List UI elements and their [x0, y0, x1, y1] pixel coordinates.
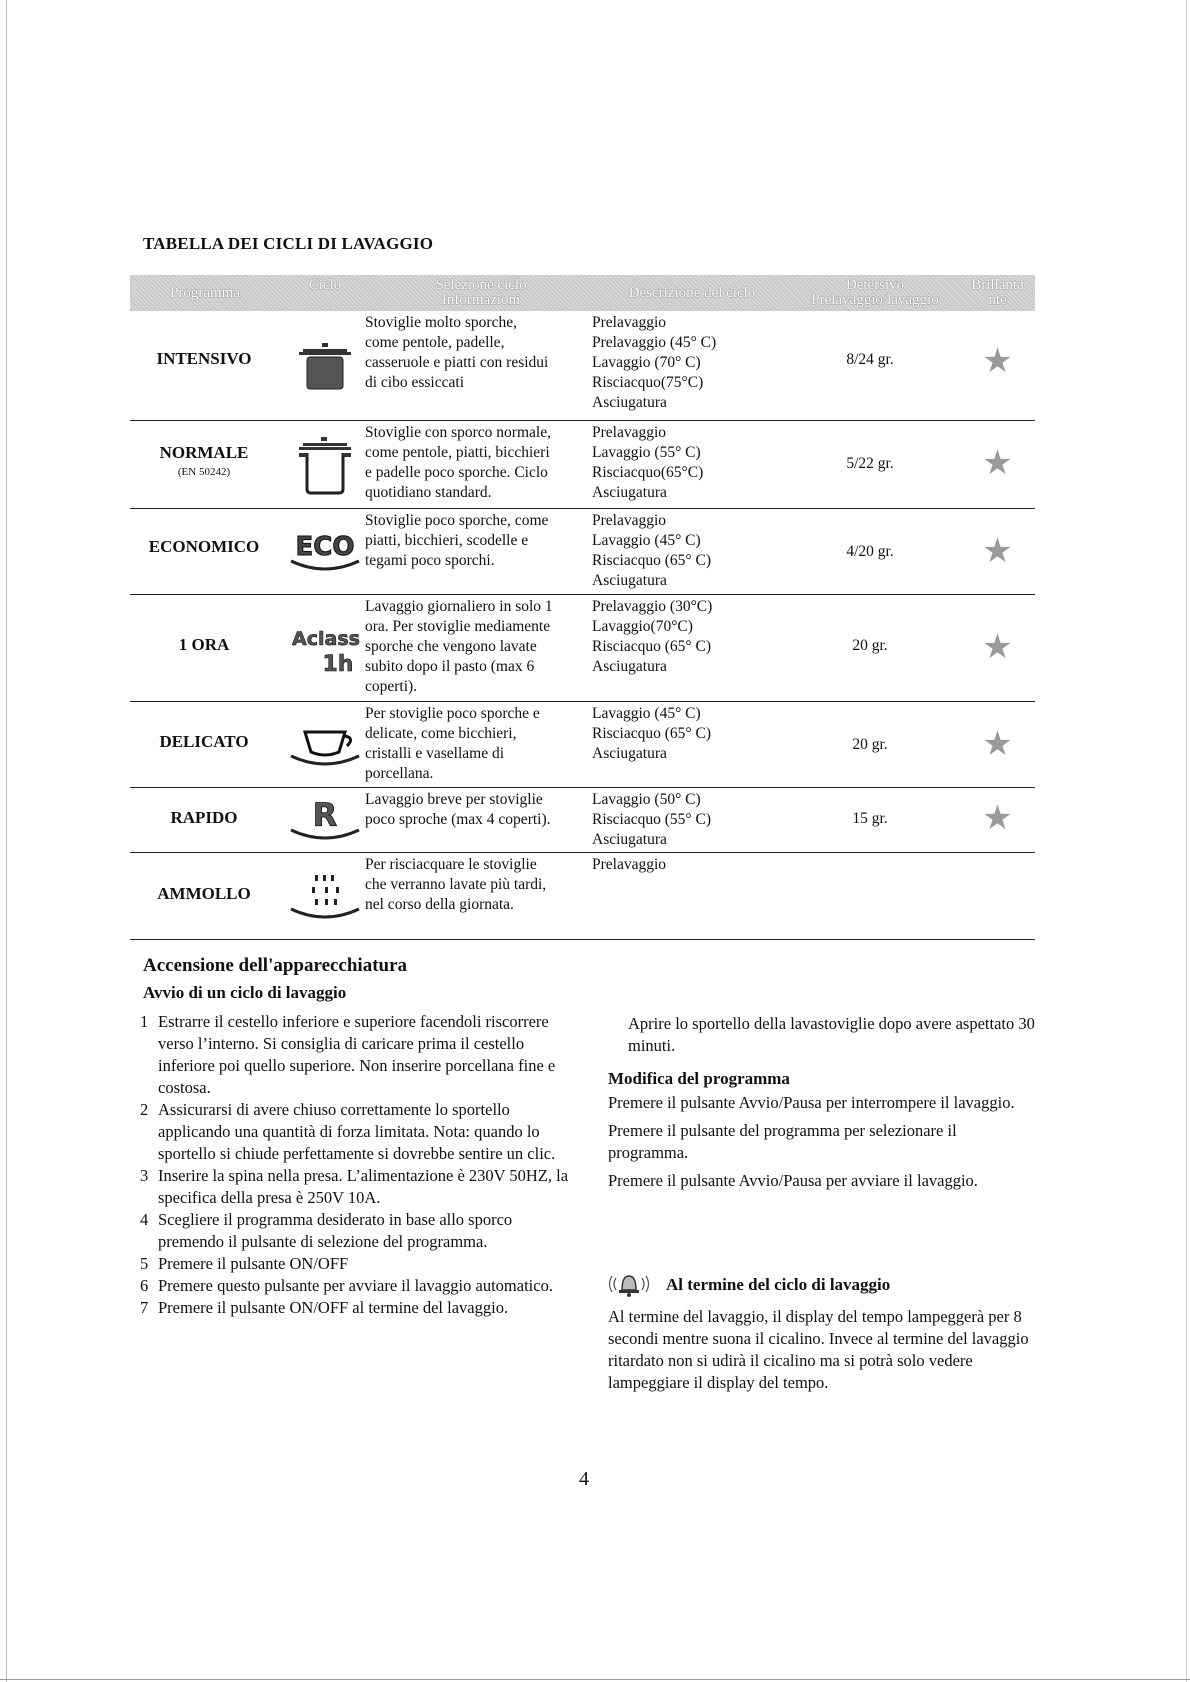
- wash-cycle-table: [130, 275, 1035, 940]
- description-line: Prelavaggio (30°C): [592, 598, 713, 615]
- description-line: Prelavaggio (45° C): [592, 334, 717, 351]
- star-icon: ★: [982, 445, 1013, 482]
- detergent-amount: 20 gr.: [852, 637, 888, 654]
- list-item: [140, 1275, 580, 1297]
- header-detersivo-line1: Detersivo: [845, 277, 905, 293]
- detergent-amount: 8/24 gr.: [846, 351, 894, 368]
- selection-line: piatti, bicchieri, scodelle e: [365, 532, 529, 549]
- cycle-description: [592, 597, 782, 677]
- cycle-selection: [365, 855, 597, 915]
- detergent-amount: 20 gr.: [852, 736, 888, 753]
- step-text: Estrarre il cestello inferiore e superiore facendoli riscorrere verso l’interno. Si consiglia di caricare prima il cestello inferiore poi quello superiore. Non inserire porcellana fine e costosa.: [158, 1012, 556, 1097]
- end-cycle-section: [608, 1268, 1038, 1400]
- table-row-1-ora: [130, 595, 1035, 702]
- selection-line: poco sproche (max 4 coperti).: [365, 811, 551, 828]
- selection-line: Per stoviglie poco sporche e: [365, 705, 540, 722]
- header-programma: Programma: [170, 285, 240, 301]
- modify-program-section: [608, 1068, 1038, 1198]
- detergent-amount: 15 gr.: [852, 810, 888, 827]
- selection-line: e padelle poco sporche. Ciclo: [365, 464, 548, 481]
- description-line: Lavaggio (45° C): [592, 705, 701, 722]
- list-item: [140, 1253, 580, 1275]
- paragraph: Al termine del lavaggio, il display del tempo lampeggerà per 8 secondi mentre suona il cicalino. Invece al termine del lavaggio ritardato non si udirà il cicalino ma si potrà solo vedere lampeggiare il display del tempo.: [608, 1307, 1029, 1392]
- cycle-description: [592, 423, 782, 503]
- list-item: [140, 1165, 580, 1209]
- cycle-selection: [365, 511, 597, 571]
- star-icon: ★: [982, 726, 1013, 763]
- step-text: Premere questo pulsante per avviare il lavaggio automatico.: [158, 1276, 553, 1295]
- end-cycle-heading: Al termine del ciclo di lavaggio: [666, 1274, 891, 1294]
- description-line: Lavaggio (50° C): [592, 791, 701, 808]
- cycle-selection: [365, 423, 597, 503]
- selection-line: casseruole e piatti con residui: [365, 354, 549, 371]
- cycle-description: [592, 704, 782, 764]
- description-line: Prelavaggio: [592, 856, 667, 873]
- bell-icon: [608, 1268, 650, 1304]
- cup-icon: [280, 718, 370, 770]
- one-hour-icon-text: 1h: [322, 652, 354, 677]
- header-descrizione: Descrizione del ciclo: [628, 285, 756, 301]
- selection-line: Stoviglie molto sporche,: [365, 314, 517, 331]
- step-number: 2: [140, 1100, 149, 1119]
- step-text: Premere il pulsante ON/OFF al termine del lavaggio.: [158, 1298, 509, 1317]
- open-door-note: Aprire lo sportello della lavastoviglie dopo avere aspettato 30 minuti.: [628, 1014, 1035, 1055]
- program-name-text: NORMALE: [159, 443, 249, 462]
- header-brillantante: [960, 278, 1035, 308]
- step-number: 7: [140, 1298, 149, 1317]
- start-cycle-steps: [140, 1011, 580, 1319]
- header-selezione-line2: Informazioni: [441, 292, 521, 308]
- step-number: 3: [140, 1166, 149, 1185]
- description-line: Prelavaggio: [592, 424, 667, 441]
- selection-line: tegami poco sporchi.: [365, 552, 495, 569]
- section-subheading: Avvio di un ciclo di lavaggio: [143, 983, 347, 1002]
- end-cycle-heading-row: [608, 1268, 1038, 1304]
- selection-line: delicate, come bicchieri,: [365, 725, 517, 742]
- selection-line: subito dopo il pasto (max 6: [365, 658, 535, 675]
- section-heading: Accensione dell'apparecchiatura: [143, 955, 408, 976]
- eco-icon: [280, 525, 370, 577]
- selection-line: coperti).: [365, 678, 418, 695]
- step-number: 1: [140, 1012, 149, 1031]
- description-line: Asciugatura: [592, 745, 667, 762]
- scan-edge-right: [1186, 0, 1187, 1682]
- description-line: Risciacquo(65°C): [592, 464, 704, 481]
- program-name: DELICATO: [159, 732, 249, 751]
- program-name: AMMOLLO: [157, 884, 251, 903]
- header-brillantante-line2: nte: [988, 292, 1007, 308]
- a-class-1h-icon: [280, 625, 370, 677]
- selection-line: nel corso della giornata.: [365, 896, 514, 913]
- header-selezione: [365, 278, 597, 308]
- cycle-selection: [365, 790, 597, 830]
- a-class-icon-text: Aclass: [292, 628, 360, 650]
- description-line: Lavaggio(70°C): [592, 618, 693, 635]
- step-text: Inserire la spina nella presa. L’alimentazione è 230V 50HZ, la specifica della presa è 250V 10A.: [158, 1166, 569, 1207]
- selection-line: Lavaggio giornaliero in solo 1: [365, 598, 553, 615]
- paragraph: Premere il pulsante Avvio/Pausa per avviare il lavaggio.: [608, 1171, 978, 1190]
- selection-line: ora. Per stoviglie mediamente: [365, 618, 551, 635]
- pot-icon: [280, 341, 370, 391]
- program-name: RAPIDO: [170, 808, 238, 827]
- description-line: Prelavaggio: [592, 512, 667, 529]
- selection-line: porcellana.: [365, 765, 434, 782]
- paragraph: Premere il pulsante del programma per selezionare il programma.: [608, 1121, 957, 1162]
- selection-line: sporche che vengono lavate: [365, 638, 537, 655]
- selection-line: come pentole, piatti, bicchieri: [365, 444, 550, 461]
- step-text: Premere il pulsante ON/OFF: [158, 1254, 349, 1273]
- cycle-selection: [365, 313, 597, 393]
- description-line: Lavaggio (70° C): [592, 354, 701, 371]
- description-line: Asciugatura: [592, 394, 667, 411]
- step-number: 5: [140, 1254, 149, 1273]
- pot-outline-icon: [280, 433, 370, 495]
- description-line: Asciugatura: [592, 484, 667, 501]
- scan-edge-left: [6, 0, 7, 1682]
- description-line: Risciacquo (65° C): [592, 725, 711, 742]
- cycle-description: [592, 855, 782, 875]
- header-brillantante-line1: Brillanta: [971, 277, 1024, 293]
- rapid-r-icon: [280, 794, 370, 846]
- program-standard: (EN 50242): [177, 466, 231, 478]
- star-icon: ★: [982, 629, 1013, 666]
- table-row-ammollo: [130, 853, 1035, 940]
- cycle-selection: [365, 704, 597, 784]
- star-icon: ★: [982, 533, 1013, 570]
- modify-program-heading: Modifica del programma: [608, 1069, 790, 1088]
- description-line: Asciugatura: [592, 572, 667, 589]
- selection-line: che verranno lavate più tardi,: [365, 876, 547, 893]
- selection-line: come pentole, padelle,: [365, 334, 505, 351]
- header-detersivo-line2: Prelavaggio/lavaggio: [811, 292, 939, 308]
- header-ciclo: Ciclo: [308, 277, 342, 293]
- table-row-normale: [130, 421, 1035, 509]
- header-detersivo: [790, 278, 960, 308]
- program-name: [130, 443, 278, 478]
- cycle-description: [592, 313, 782, 413]
- selection-line: Lavaggio breve per stoviglie: [365, 791, 543, 808]
- description-line: Risciacquo (65° C): [592, 638, 711, 655]
- soak-drops-icon: [280, 867, 370, 925]
- table-row-economico: [130, 509, 1035, 595]
- step-number: 4: [140, 1210, 149, 1229]
- detergent-amount: 5/22 gr.: [846, 455, 894, 472]
- selection-line: di cibo essiccati: [365, 374, 464, 391]
- cycle-description: [592, 511, 782, 591]
- star-icon: ★: [982, 343, 1013, 380]
- selection-line: Stoviglie con sporco normale,: [365, 424, 551, 441]
- program-name: ECONOMICO: [148, 537, 260, 556]
- table-row-delicato: [130, 702, 1035, 788]
- list-item: [140, 1209, 580, 1253]
- program-name: INTENSIVO: [156, 349, 252, 368]
- description-line: Asciugatura: [592, 831, 667, 848]
- description-line: Asciugatura: [592, 658, 667, 675]
- selection-line: Stoviglie poco sporche, come: [365, 512, 549, 529]
- star-icon: ★: [982, 800, 1013, 837]
- list-item: [140, 1297, 580, 1319]
- description-line: Risciacquo (55° C): [592, 811, 711, 828]
- table-header: [130, 275, 1035, 311]
- step-number: 6: [140, 1276, 149, 1295]
- description-line: Risciacquo (65° C): [592, 552, 711, 569]
- table-row-intensivo: [130, 311, 1035, 421]
- selection-line: Per risciacquare le stoviglie: [365, 856, 537, 873]
- page-number: 4: [579, 1468, 589, 1490]
- selection-line: cristalli e vasellame di: [365, 745, 505, 762]
- header-selezione-line1: Selezione ciclo: [435, 277, 527, 293]
- description-line: Risciacquo(75°C): [592, 374, 704, 391]
- description-line: Lavaggio (45° C): [592, 532, 701, 549]
- description-line: Lavaggio (55° C): [592, 444, 701, 461]
- list-item: [140, 1099, 580, 1165]
- page-title: TABELLA DEI CICLI DI LAVAGGIO: [143, 234, 434, 253]
- description-line: Prelavaggio: [592, 314, 667, 331]
- detergent-amount: 4/20 gr.: [846, 543, 894, 560]
- step-text: Scegliere il programma desiderato in base allo sporco premendo il pulsante di selezione del programma.: [158, 1210, 513, 1251]
- table-row-rapido: [130, 788, 1035, 853]
- cycle-selection: [365, 597, 597, 697]
- selection-line: quotidiano standard.: [365, 484, 492, 501]
- list-item: [140, 1011, 580, 1099]
- cycle-description: [592, 790, 782, 850]
- paragraph: Premere il pulsante Avvio/Pausa per interrompere il lavaggio.: [608, 1093, 1015, 1112]
- eco-icon-text: ECO: [295, 532, 355, 562]
- step-text: Assicurarsi di avere chiuso correttamente lo sportello applicando una quantità di forza limitata. Nota: quando lo sportello si chiude perfettamente si dovrebbe sentire un clic.: [158, 1100, 556, 1163]
- program-name: 1 ORA: [178, 635, 230, 654]
- rapid-icon-text: R: [312, 796, 338, 834]
- scan-edge-bottom: [0, 1679, 1190, 1680]
